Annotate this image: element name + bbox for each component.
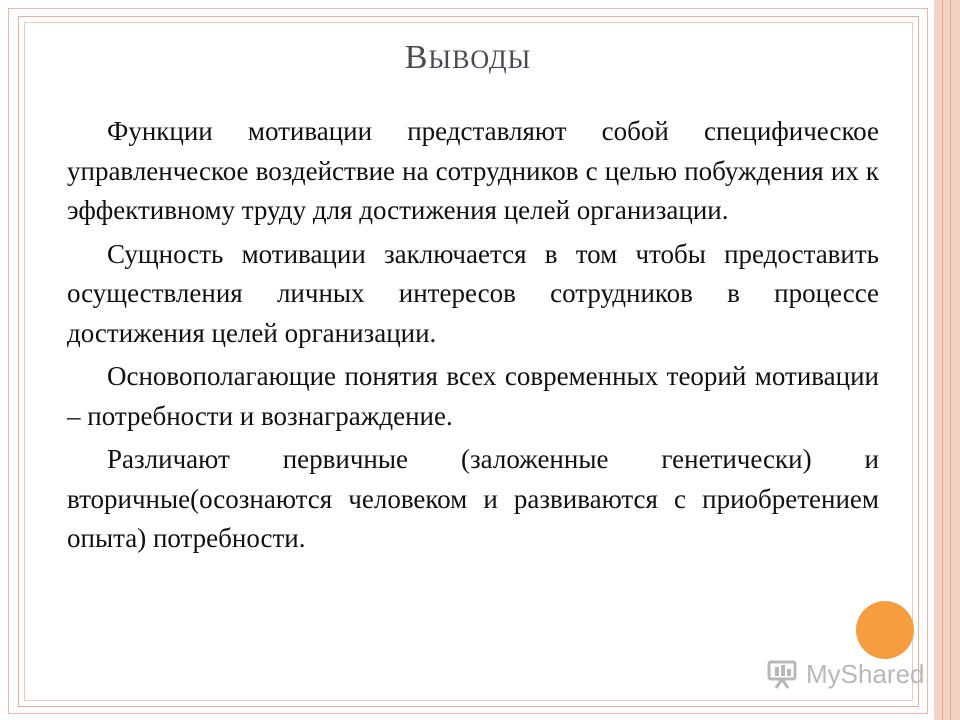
title-rest: ЫВОДЫ [428, 45, 532, 74]
paragraph-concepts: Основополагающие понятия всех современных теорий мотивации – потребности и вознаграждение. [67, 361, 879, 431]
watermark-logo [766, 657, 925, 691]
paragraph-essence: Сущность мотивации заключается в том чтобы предоставить осуществления личных интересов сотрудников в процессе достижения целей организации. [67, 238, 879, 348]
decorative-strip-line [942, 0, 943, 720]
title-initial: В [404, 39, 429, 76]
slide-title [9, 39, 927, 77]
paragraph-needs: Различают первичные (заложенные генетически) и вторичные(осознаются человеком и развиваются с приобретением опыта) потребности. [67, 444, 879, 553]
paragraph-functions: Функции мотивации представляют собой специфическое управленческое воздействие на сотрудников с целью побуждения их к эффективному труду для достижения целей организации. [67, 116, 879, 225]
presentation-board-icon [766, 659, 800, 689]
watermark-text: MyShared [806, 658, 925, 689]
accent-circle [856, 601, 914, 659]
slide-frame [8, 8, 928, 714]
decorative-side-strip [934, 0, 960, 720]
slide-body [67, 112, 879, 563]
decorative-strip-line [950, 0, 951, 720]
